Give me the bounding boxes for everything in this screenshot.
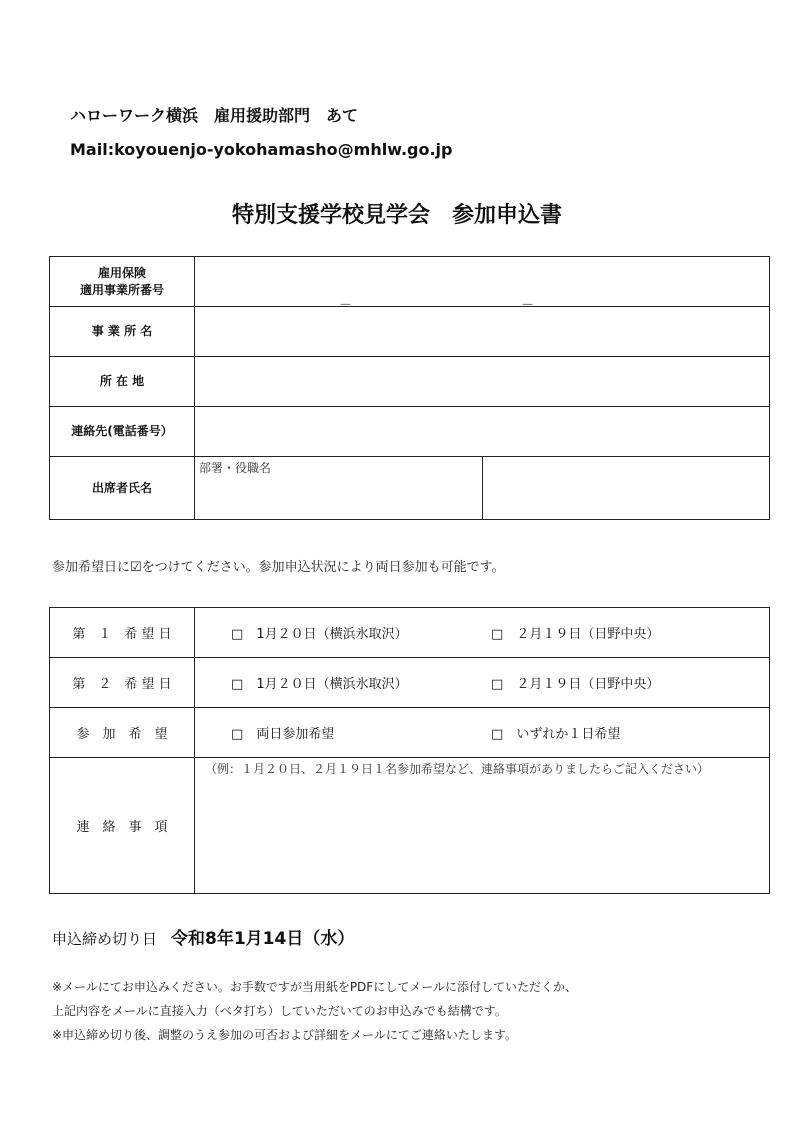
second-preference-options xyxy=(195,658,770,708)
attendee-name-field[interactable] xyxy=(482,457,770,520)
insurance-number-row xyxy=(50,257,770,307)
footnote-1: ※メールにてお申込みください。お手数ですが当用紙をPDFにしてメールに添付していただくか、 xyxy=(52,980,577,994)
office-name-field[interactable] xyxy=(195,307,770,357)
dept-title-label: 部署・役職名 xyxy=(199,461,272,475)
insurance-label-line1: 雇用保険 xyxy=(97,265,146,280)
option-label: ２月１９日（日野中央） xyxy=(516,677,660,692)
checkbox-icon[interactable]: □ xyxy=(231,677,244,692)
option-label: いずれか１日希望 xyxy=(516,727,621,742)
checkbox-icon[interactable]: □ xyxy=(491,727,504,742)
checkbox-icon[interactable]: □ xyxy=(491,627,504,642)
checkbox-icon[interactable]: □ xyxy=(231,727,244,742)
option-label: ２月１９日（日野中央） xyxy=(516,627,660,642)
company-info-table xyxy=(49,256,770,520)
insurance-number-label xyxy=(50,257,195,307)
office-name-label: 事 業 所 名 xyxy=(50,307,195,357)
option-label: 1月２０日（横浜氷取沢） xyxy=(256,627,408,642)
deadline-label: 申込締め切り日 xyxy=(52,930,158,948)
first-preference-label: 第 １ 希 望 日 xyxy=(50,608,195,658)
instruction-text: 参加希望日に☑をつけてください。参加申込状況により両日参加も可能です。 xyxy=(52,560,505,575)
notes-row xyxy=(50,758,770,894)
participation-option-either[interactable] xyxy=(491,723,620,742)
address-row xyxy=(50,357,770,407)
checkbox-icon[interactable]: □ xyxy=(231,627,244,642)
contact-phone-label: 連絡先(電話番号） xyxy=(50,407,195,457)
preference-table xyxy=(49,607,770,894)
address-field[interactable] xyxy=(195,357,770,407)
checkbox-icon[interactable]: □ xyxy=(491,677,504,692)
first-pref-option-1[interactable] xyxy=(231,623,408,642)
insurance-number-dash-1: － xyxy=(339,297,353,313)
option-label: 両日参加希望 xyxy=(256,727,335,742)
participation-label: 参 加 希 望 xyxy=(50,708,195,758)
contact-notes-field[interactable] xyxy=(195,758,770,894)
address-label: 所 在 地 xyxy=(50,357,195,407)
first-preference-options xyxy=(195,608,770,658)
notes-example-text: （例：１月２０日、２月１９日１名参加希望など、連絡事項がありましたらご記入ください） xyxy=(205,762,710,776)
second-pref-option-2[interactable] xyxy=(491,673,659,692)
attendee-name-label: 出席者氏名 xyxy=(50,457,195,520)
option-label: 1月２０日（横浜氷取沢） xyxy=(256,677,408,692)
deadline-date: 令和8年1月14日（水） xyxy=(171,929,355,949)
contact-phone-field[interactable] xyxy=(195,407,770,457)
email-address[interactable]: Mail:koyouenjo-yokohamasho@mhlw.go.jp xyxy=(70,140,453,159)
insurance-label-line2: 適用事業所番号 xyxy=(79,282,164,297)
insurance-number-dash-2: － xyxy=(521,297,535,313)
second-preference-row xyxy=(50,658,770,708)
office-name-row xyxy=(50,307,770,357)
second-preference-label: 第 ２ 希 望 日 xyxy=(50,658,195,708)
footnote-2: 上記内容をメールに直接入力（ベタ打ち）していただいてのお申込みでも結構です。 xyxy=(52,1004,507,1018)
participation-options xyxy=(195,708,770,758)
first-pref-option-2[interactable] xyxy=(491,623,659,642)
contact-phone-row xyxy=(50,407,770,457)
participation-row xyxy=(50,708,770,758)
footnote-3: ※申込締め切り後、調整のうえ参加の可否および詳細をメールにてご連絡いたします。 xyxy=(52,1028,517,1042)
attendee-row xyxy=(50,457,770,520)
participation-option-both[interactable] xyxy=(231,723,334,742)
second-pref-option-1[interactable] xyxy=(231,673,408,692)
insurance-number-field[interactable] xyxy=(195,257,770,313)
dept-title-field[interactable] xyxy=(195,457,483,520)
addressee-line: ハローワーク横浜 雇用援助部門 あて xyxy=(70,106,359,125)
first-preference-row xyxy=(50,608,770,658)
page-title: 特別支援学校見学会 参加申込書 xyxy=(231,203,562,228)
deadline-line xyxy=(52,924,354,949)
contact-notes-label: 連 絡 事 項 xyxy=(50,758,195,894)
